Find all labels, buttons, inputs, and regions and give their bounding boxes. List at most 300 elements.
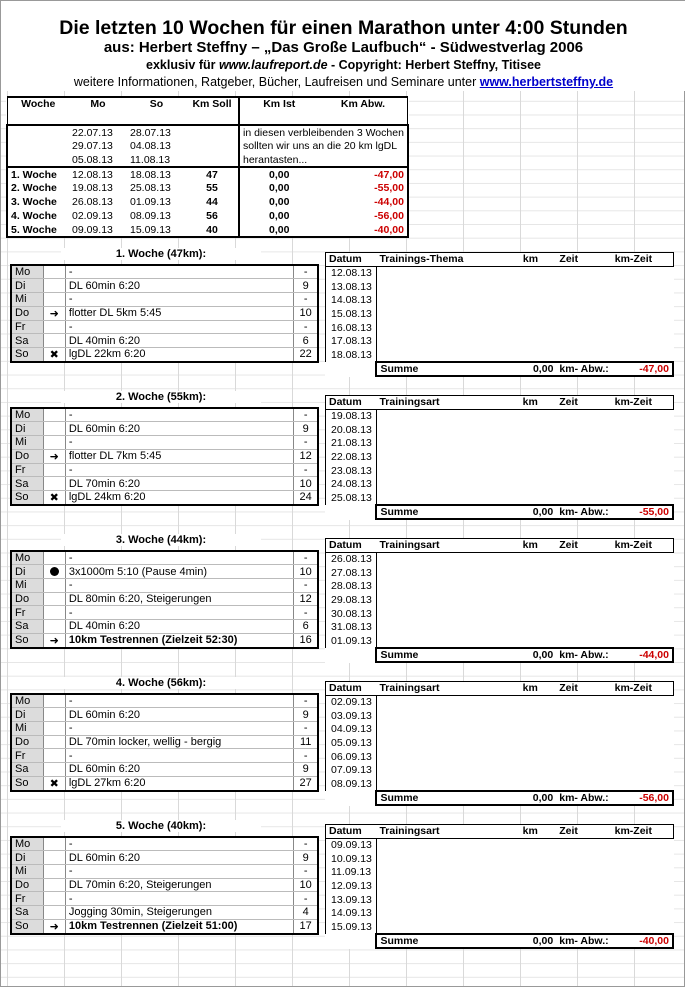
log-row (326, 695, 674, 709)
plan-marker (43, 864, 65, 878)
plan-marker (43, 477, 65, 491)
log-entry-cell[interactable] (520, 580, 557, 594)
week-km-abw: -44,00 (318, 195, 407, 209)
week-mo-date: 19.08.13 (72, 182, 113, 194)
plan-day: Mi (11, 578, 43, 592)
log-entry-cell[interactable] (520, 294, 557, 308)
plan-workout: DL 60min 6:20 (65, 851, 293, 865)
week-km-soll: 44 (186, 195, 239, 209)
plan-day: Di (11, 279, 43, 293)
log-entry-cell[interactable] (520, 266, 557, 280)
log-date: 20.08.13 (326, 423, 377, 437)
log-entry-cell[interactable] (376, 879, 519, 893)
log-entry-cell[interactable] (556, 852, 611, 866)
log-entry-cell[interactable] (612, 879, 673, 893)
overview-week-row (7, 195, 408, 209)
week-km-ist: 0,00 (269, 210, 290, 222)
log-entry-cell[interactable] (376, 294, 519, 308)
plan-row-mo (11, 551, 318, 565)
log-entry-cell[interactable] (376, 852, 519, 866)
log-sum-row (326, 505, 674, 519)
log-entry-cell[interactable] (376, 621, 519, 635)
log-entry-cell[interactable] (612, 723, 673, 737)
plan-row-so (11, 776, 318, 791)
plan-marker (43, 265, 65, 279)
plan-row-di (11, 422, 318, 436)
log-entry-cell[interactable] (520, 491, 557, 505)
overview-header-row (7, 97, 408, 125)
plan-workout: DL 60min 6:20 (65, 279, 293, 293)
log-entry-cell[interactable] (612, 838, 673, 852)
log-sum-row (326, 648, 674, 662)
week-mo-date: 09.09.13 (69, 223, 127, 237)
sum-label: Summe (376, 934, 519, 948)
log-entry-cell[interactable] (556, 437, 611, 451)
log-entry-cell[interactable] (520, 736, 557, 750)
plan-row-di (11, 565, 318, 579)
plan-row-mi (11, 292, 318, 306)
log-entry-cell[interactable] (376, 723, 519, 737)
log-entry-cell[interactable] (612, 866, 673, 880)
sum-label: Summe (376, 362, 519, 376)
plan-km: 10 (294, 477, 318, 491)
log-date: 22.08.13 (326, 450, 377, 464)
plan-workout: 10km Testrennen (Zielzeit 51:00) (65, 919, 293, 934)
log-entry-cell[interactable] (376, 893, 519, 907)
plan-marker (43, 892, 65, 906)
log-entry-cell[interactable] (376, 450, 519, 464)
log-entry-cell[interactable] (612, 920, 673, 934)
log-entry-cell[interactable] (612, 552, 673, 566)
log-entry-cell[interactable] (612, 593, 673, 607)
overview-week-row (7, 181, 408, 195)
log-entry-cell[interactable] (556, 736, 611, 750)
log-row (326, 266, 674, 280)
plan-km: 9 (294, 851, 318, 865)
week-plan-table (10, 836, 319, 935)
log-header-row (326, 682, 674, 696)
log-entry-cell[interactable] (556, 464, 611, 478)
log-entry-cell[interactable] (520, 450, 557, 464)
log-entry-cell[interactable] (520, 335, 557, 349)
arrow-icon: ➜ (43, 449, 65, 463)
log-header-1: Datum (326, 825, 377, 839)
log-entry-cell[interactable] (520, 634, 557, 648)
header-km-abw: Km Abw. (318, 97, 407, 125)
log-entry-cell[interactable] (376, 552, 519, 566)
plan-day: Do (11, 592, 43, 606)
log-date: 18.08.13 (326, 348, 377, 362)
log-entry-cell[interactable] (556, 634, 611, 648)
plan-workout: flotter DL 7km 5:45 (65, 449, 293, 463)
log-entry-cell[interactable] (376, 920, 519, 934)
log-entry-cell[interactable] (376, 838, 519, 852)
plan-workout: - (65, 578, 293, 592)
log-row (326, 478, 674, 492)
sum-km: 0,00 (520, 362, 557, 376)
training-log-table (325, 252, 674, 377)
log-entry-cell[interactable] (556, 838, 611, 852)
log-entry-cell[interactable] (520, 321, 557, 335)
log-entry-cell[interactable] (556, 478, 611, 492)
pre-mo-date: 22.07.13 (72, 126, 113, 139)
log-entry-cell[interactable] (376, 566, 519, 580)
log-entry-cell[interactable] (376, 907, 519, 921)
log-entry-cell[interactable] (376, 709, 519, 723)
sum-label: Summe (376, 648, 519, 662)
plan-workout: - (65, 694, 293, 708)
plan-row-sa (11, 762, 318, 776)
log-entry-cell[interactable] (520, 920, 557, 934)
log-date: 31.08.13 (326, 621, 377, 635)
log-entry-cell[interactable] (556, 907, 611, 921)
log-date: 09.09.13 (326, 838, 377, 852)
log-entry-cell[interactable] (612, 423, 673, 437)
log-entry-cell[interactable] (520, 423, 557, 437)
log-header-2: Trainingsart (376, 682, 519, 696)
sum-spacer (326, 648, 377, 662)
log-entry-cell[interactable] (376, 634, 519, 648)
log-entry-cell[interactable] (520, 879, 557, 893)
log-entry-cell[interactable] (376, 580, 519, 594)
log-entry-cell[interactable] (376, 593, 519, 607)
log-date: 02.09.13 (326, 695, 377, 709)
log-header-row (326, 539, 674, 553)
plan-day: Di (11, 851, 43, 865)
log-entry-cell[interactable] (556, 348, 611, 362)
log-entry-cell[interactable] (376, 348, 519, 362)
log-entry-cell[interactable] (520, 907, 557, 921)
plan-row-so (11, 347, 318, 362)
header-woche: Woche (7, 97, 69, 125)
log-date: 13.09.13 (326, 893, 377, 907)
log-entry-cell[interactable] (376, 464, 519, 478)
log-entry-cell[interactable] (556, 593, 611, 607)
plan-marker (43, 694, 65, 708)
week-so-date: 15.09.13 (127, 223, 186, 237)
log-entry-cell[interactable] (556, 723, 611, 737)
header-km-soll: Km Soll (186, 97, 239, 125)
log-entry-cell[interactable] (556, 695, 611, 709)
plan-day: Mo (11, 837, 43, 851)
training-log-table (325, 824, 674, 949)
log-row (326, 764, 674, 778)
training-log-table (325, 395, 674, 520)
log-date: 19.08.13 (326, 409, 377, 423)
log-entry-cell[interactable] (612, 852, 673, 866)
log-entry-cell[interactable] (520, 280, 557, 294)
plan-km: - (294, 892, 318, 906)
week-so-date: 01.09.13 (130, 196, 171, 208)
log-entry-cell[interactable] (376, 335, 519, 349)
plan-day: Fr (11, 749, 43, 763)
log-entry-cell[interactable] (376, 437, 519, 451)
log-date: 03.09.13 (326, 709, 377, 723)
plan-km: 24 (294, 490, 318, 505)
log-entry-cell[interactable] (556, 294, 611, 308)
plan-marker (43, 292, 65, 306)
log-entry-cell[interactable] (520, 307, 557, 321)
log-entry-cell[interactable] (612, 736, 673, 750)
log-entry-cell[interactable] (612, 437, 673, 451)
plan-day: Mi (11, 864, 43, 878)
log-header-3: km (520, 396, 557, 410)
plan-day: Do (11, 878, 43, 892)
log-entry-cell[interactable] (556, 280, 611, 294)
log-entry-cell[interactable] (520, 607, 557, 621)
log-entry-cell[interactable] (612, 709, 673, 723)
log-entry-cell[interactable] (612, 580, 673, 594)
log-entry-cell[interactable] (612, 335, 673, 349)
log-entry-cell[interactable] (520, 409, 557, 423)
website-link[interactable]: www.herbertsteffny.de (479, 75, 614, 89)
log-entry-cell[interactable] (520, 348, 557, 362)
dot-icon (43, 565, 65, 579)
log-entry-cell[interactable] (376, 866, 519, 880)
plan-workout: - (65, 292, 293, 306)
plan-row-sa (11, 477, 318, 491)
log-entry-cell[interactable] (612, 750, 673, 764)
plan-km: 9 (294, 708, 318, 722)
log-header-1: Datum (326, 539, 377, 553)
source-line: aus: Herbert Steffny – „Das Große Laufbuch“ - Südwestverlag 2006 (103, 39, 584, 56)
week-label: 4. Woche (7, 209, 69, 223)
plan-row-fr (11, 749, 318, 763)
log-entry-cell[interactable] (612, 409, 673, 423)
plan-marker (43, 721, 65, 735)
log-entry-cell[interactable] (556, 566, 611, 580)
log-entry-cell[interactable] (520, 552, 557, 566)
log-entry-cell[interactable] (520, 852, 557, 866)
log-entry-cell[interactable] (612, 307, 673, 321)
week-km-abw: -55,00 (318, 181, 407, 195)
log-row (326, 450, 674, 464)
log-date: 21.08.13 (326, 437, 377, 451)
log-date: 30.08.13 (326, 607, 377, 621)
log-entry-cell[interactable] (556, 879, 611, 893)
log-entry-cell[interactable] (376, 777, 519, 791)
plan-row-so (11, 490, 318, 505)
log-entry-cell[interactable] (612, 321, 673, 335)
plan-workout: DL 70min 6:20, Steigerungen (65, 878, 293, 892)
log-entry-cell[interactable] (376, 321, 519, 335)
plan-km: 17 (294, 919, 318, 934)
log-entry-cell[interactable] (612, 566, 673, 580)
plan-row-mo (11, 837, 318, 851)
plan-row-do (11, 735, 318, 749)
log-entry-cell[interactable] (612, 294, 673, 308)
log-date: 24.08.13 (326, 478, 377, 492)
log-entry-cell[interactable] (520, 593, 557, 607)
log-row (326, 348, 674, 362)
plan-workout: DL 60min 6:20 (65, 708, 293, 722)
log-entry-cell[interactable] (556, 750, 611, 764)
log-entry-cell[interactable] (520, 566, 557, 580)
log-header-2: Trainingsart (376, 539, 519, 553)
plan-km: - (294, 721, 318, 735)
log-entry-cell[interactable] (612, 280, 673, 294)
plan-row-di (11, 708, 318, 722)
log-entry-cell[interactable] (612, 266, 673, 280)
log-row (326, 750, 674, 764)
log-date: 28.08.13 (326, 580, 377, 594)
log-header-4: Zeit (556, 396, 611, 410)
log-entry-cell[interactable] (556, 335, 611, 349)
plan-km: 10 (294, 306, 318, 320)
log-entry-cell[interactable] (612, 764, 673, 778)
week-mo-date: 26.08.13 (72, 196, 113, 208)
plan-row-mi (11, 578, 318, 592)
log-entry-cell[interactable] (612, 491, 673, 505)
log-entry-cell[interactable] (556, 580, 611, 594)
header-so: So (127, 97, 186, 125)
plan-row-fr (11, 606, 318, 620)
week-km-soll: 40 (186, 223, 239, 237)
log-entry-cell[interactable] (556, 450, 611, 464)
log-header-1: Datum (326, 396, 377, 410)
log-entry-cell[interactable] (520, 838, 557, 852)
log-entry-cell[interactable] (556, 552, 611, 566)
log-entry-cell[interactable] (612, 777, 673, 791)
log-entry-cell[interactable] (520, 464, 557, 478)
plan-day: Sa (11, 905, 43, 919)
pre-so-date: 11.08.13 (127, 153, 186, 167)
week-km-ist: 0,00 (269, 168, 290, 181)
log-entry-cell[interactable] (376, 695, 519, 709)
log-entry-cell[interactable] (376, 764, 519, 778)
log-entry-cell[interactable] (520, 621, 557, 635)
log-entry-cell[interactable] (376, 491, 519, 505)
log-entry-cell[interactable] (376, 307, 519, 321)
plan-day: Mo (11, 408, 43, 422)
week-plan-title: 4. Woche (56km): (61, 677, 261, 689)
plan-marker (43, 578, 65, 592)
log-entry-cell[interactable] (520, 695, 557, 709)
log-entry-cell[interactable] (556, 709, 611, 723)
log-header-5: km-Zeit (612, 682, 673, 696)
plan-day: Mo (11, 694, 43, 708)
log-entry-cell[interactable] (556, 321, 611, 335)
log-entry-cell[interactable] (612, 464, 673, 478)
log-entry-cell[interactable] (376, 736, 519, 750)
log-entry-cell[interactable] (520, 777, 557, 791)
log-entry-cell[interactable] (556, 866, 611, 880)
log-entry-cell[interactable] (556, 920, 611, 934)
log-entry-cell[interactable] (520, 709, 557, 723)
log-entry-cell[interactable] (556, 607, 611, 621)
plan-km: - (294, 749, 318, 763)
log-entry-cell[interactable] (376, 409, 519, 423)
plan-km: - (294, 320, 318, 334)
log-entry-cell[interactable] (376, 423, 519, 437)
plan-day: Mo (11, 551, 43, 565)
log-entry-cell[interactable] (556, 621, 611, 635)
log-header-row (326, 396, 674, 410)
log-entry-cell[interactable] (520, 437, 557, 451)
header-mo: Mo (69, 97, 127, 125)
week-so-date: 18.08.13 (130, 168, 171, 181)
plan-marker (43, 851, 65, 865)
plan-row-so (11, 633, 318, 648)
log-entry-cell[interactable] (556, 266, 611, 280)
log-row (326, 593, 674, 607)
log-entry-cell[interactable] (376, 280, 519, 294)
sum-label: Summe (376, 791, 519, 805)
log-entry-cell[interactable] (520, 893, 557, 907)
sum-abw-label: km- Abw.: (556, 362, 611, 376)
log-entry-cell[interactable] (376, 750, 519, 764)
log-entry-cell[interactable] (520, 764, 557, 778)
week-km-ist: 0,00 (269, 196, 290, 208)
log-entry-cell[interactable] (612, 893, 673, 907)
plan-km: - (294, 551, 318, 565)
log-entry-cell[interactable] (376, 266, 519, 280)
log-entry-cell[interactable] (556, 893, 611, 907)
log-date: 23.08.13 (326, 464, 377, 478)
plan-km: 11 (294, 735, 318, 749)
log-entry-cell[interactable] (612, 478, 673, 492)
log-entry-cell[interactable] (556, 491, 611, 505)
log-entry-cell[interactable] (612, 450, 673, 464)
log-entry-cell[interactable] (612, 695, 673, 709)
plan-km: - (294, 694, 318, 708)
log-entry-cell[interactable] (612, 348, 673, 362)
log-entry-cell[interactable] (376, 607, 519, 621)
log-entry-cell[interactable] (520, 866, 557, 880)
plan-workout: - (65, 435, 293, 449)
plan-workout: - (65, 265, 293, 279)
week-km-soll: 56 (186, 209, 239, 223)
log-entry-cell[interactable] (520, 723, 557, 737)
plan-km: 10 (294, 878, 318, 892)
log-header-4: Zeit (556, 682, 611, 696)
log-date: 17.08.13 (326, 335, 377, 349)
cross-icon: ✖ (43, 490, 65, 505)
plan-day: So (11, 490, 43, 505)
sum-abw-label: km- Abw.: (556, 791, 611, 805)
plan-km: 22 (294, 347, 318, 362)
sum-abw-value: -44,00 (612, 648, 673, 662)
week-plan-title: 2. Woche (55km): (61, 391, 261, 403)
log-entry-cell[interactable] (612, 634, 673, 648)
log-entry-cell[interactable] (556, 423, 611, 437)
log-entry-cell[interactable] (556, 307, 611, 321)
log-entry-cell[interactable] (556, 777, 611, 791)
log-entry-cell[interactable] (556, 764, 611, 778)
log-row (326, 709, 674, 723)
log-entry-cell[interactable] (376, 478, 519, 492)
plan-marker (43, 463, 65, 477)
log-entry-cell[interactable] (556, 409, 611, 423)
plan-day: Di (11, 565, 43, 579)
log-header-3: km (520, 825, 557, 839)
log-entry-cell[interactable] (612, 607, 673, 621)
log-entry-cell[interactable] (520, 750, 557, 764)
log-entry-cell[interactable] (520, 478, 557, 492)
plan-row-do (11, 449, 318, 463)
plan-marker (43, 749, 65, 763)
document-header (1, 1, 685, 91)
plan-workout: - (65, 606, 293, 620)
log-date: 06.09.13 (326, 750, 377, 764)
plan-km: 6 (294, 619, 318, 633)
log-entry-cell[interactable] (612, 621, 673, 635)
week-km-abw: -56,00 (318, 209, 407, 223)
plan-workout: DL 70min locker, wellig - bergig (65, 735, 293, 749)
log-entry-cell[interactable] (612, 907, 673, 921)
plan-day: Mi (11, 292, 43, 306)
plan-km: 10 (294, 565, 318, 579)
